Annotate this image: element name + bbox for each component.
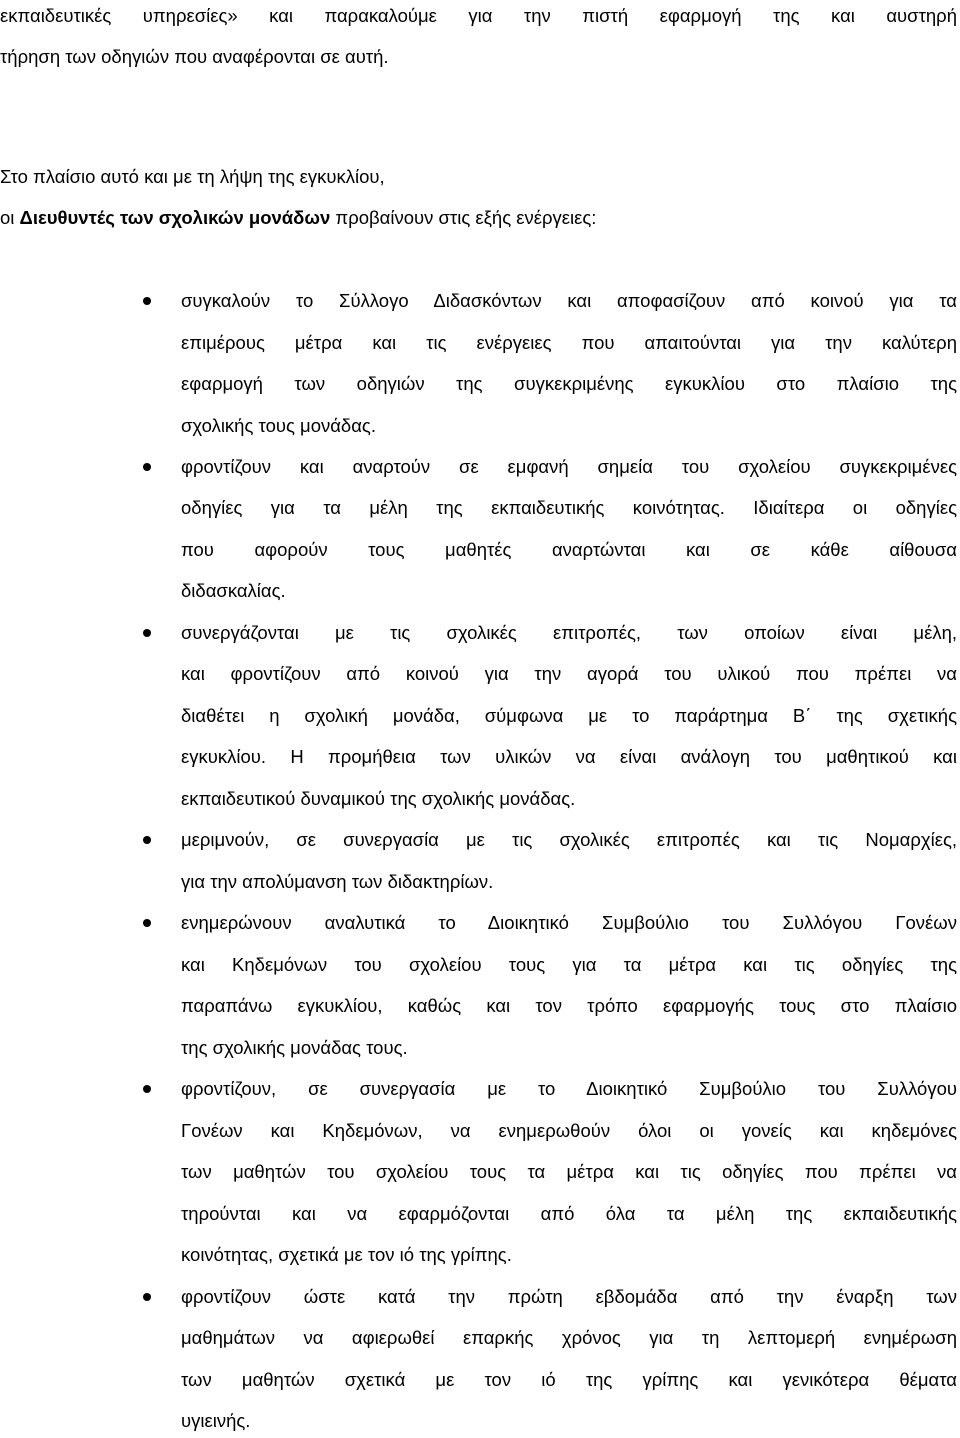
list-item-line: ενημερώνουν αναλυτικά το Διοικητικό Συμβούλιο του Συλλόγου Γονέων bbox=[181, 912, 957, 933]
list-item-line: φροντίζουν, σε συνεργασία με το Διοικητικό Συμβούλιο του Συλλόγου bbox=[181, 1078, 957, 1099]
list-item-line: των μαθητών σχετικά με τον ιό της γρίπης και γενικότερα θέματα bbox=[181, 1369, 957, 1390]
list-item-line: Γονέων και Κηδεμόνων, να ενημερωθούν όλοι οι γονείς και κηδεμόνες bbox=[181, 1120, 957, 1141]
list-item-line: επιμέρους μέτρα και τις ενέργειες που απαιτούνται για την καλύτερη bbox=[181, 332, 957, 353]
list-item-line: οδηγίες για τα μέλη της εκπαιδευτικής κοινότητας. Ιδιαίτερα οι οδηγίες bbox=[181, 497, 957, 518]
list-item-line: μαθημάτων να αφιερωθεί επαρκής χρόνος για τη λεπτομερή ενημέρωση bbox=[181, 1327, 957, 1348]
bullet-icon bbox=[143, 919, 151, 927]
list-item-line: και φροντίζουν από κοινού για την αγορά του υλικού που πρέπει να bbox=[181, 663, 957, 684]
para2-line bbox=[0, 207, 957, 229]
list-item-line: φροντίζουν και αναρτούν σε εμφανή σημεία του σχολείου συγκεκριμένες bbox=[181, 456, 957, 477]
list-item-line: εκπαιδευτικού δυναμικού της σχολικής μονάδας. bbox=[181, 788, 576, 809]
list-item-line: για την απολύμανση των διδακτηρίων. bbox=[181, 871, 494, 892]
list-item-line: της σχολικής μονάδας τους. bbox=[181, 1037, 408, 1058]
list-item-line: παραπάνω εγκυκλίου, καθώς και τον τρόπο εφαρμογής τους στο πλαίσιο bbox=[181, 995, 957, 1016]
list-item-line: κοινότητας, σχετικά με τον ιό της γρίπης. bbox=[181, 1244, 512, 1265]
list-item-line: φροντίζουν ώστε κατά την πρώτη εβδομάδα από την έναρξη των bbox=[181, 1286, 957, 1307]
bullet-icon bbox=[143, 297, 151, 305]
bullet-icon bbox=[143, 836, 151, 844]
list-item-line: συνεργάζονται με τις σχολικές επιτροπές, των οποίων είναι μέλη, bbox=[181, 622, 957, 643]
list-item-line: μεριμνούν, σε συνεργασία με τις σχολικές επιτροπές και τις Νομαρχίες, bbox=[181, 829, 957, 850]
bullet-icon bbox=[143, 1085, 151, 1093]
list-item-line: υγιεινής. bbox=[181, 1410, 251, 1431]
list-item-line: τηρούνται και να εφαρμόζονται από όλα τα μέλη της εκπαιδευτικής bbox=[181, 1203, 957, 1224]
bullet-icon bbox=[143, 629, 151, 637]
para2-prefix: οι bbox=[0, 207, 20, 228]
list-item-line: και Κηδεμόνων του σχολείου τους για τα μέτρα και τις οδηγίες της bbox=[181, 954, 957, 975]
bullet-icon bbox=[143, 1293, 151, 1301]
directors-bold: Διευθυντές των σχολικών μονάδων bbox=[19, 207, 331, 228]
intro-line: εκπαιδευτικές υπηρεσίες» και παρακαλούμε για την πιστή εφαρμογή της και αυστηρή bbox=[0, 5, 957, 26]
list-item-line: εγκυκλίου. Η προμήθεια των υλικών να είναι ανάλογη του μαθητικού και bbox=[181, 746, 957, 767]
list-item-line: εφαρμογή των οδηγιών της συγκεκριμένης εγκυκλίου στο πλαίσιο της bbox=[181, 373, 957, 394]
list-item-line: σχολικής τους μονάδας. bbox=[181, 415, 376, 436]
intro-line: τήρηση των οδηγιών που αναφέρονται σε αυτή. bbox=[0, 46, 389, 67]
bullet-icon bbox=[143, 463, 151, 471]
para2-suffix: προβαίνουν στις εξής ενέργειες: bbox=[330, 207, 597, 228]
list-item-line: διδασκαλίας. bbox=[181, 580, 286, 601]
para2-line: Στο πλαίσιο αυτό και με τη λήψη της εγκυκλίου, bbox=[0, 166, 385, 187]
list-item-line: που αφορούν τους μαθητές αναρτώνται και σε κάθε αίθουσα bbox=[181, 539, 957, 560]
list-item-line: συγκαλούν το Σύλλογο Διδασκόντων και αποφασίζουν από κοινού για τα bbox=[181, 290, 957, 311]
list-item-line: των μαθητών του σχολείου τους τα μέτρα και τις οδηγίες που πρέπει να bbox=[181, 1161, 957, 1182]
list-item-line: διαθέτει η σχολική μονάδα, σύμφωνα με το παράρτημα Β΄ της σχετικής bbox=[181, 705, 957, 726]
